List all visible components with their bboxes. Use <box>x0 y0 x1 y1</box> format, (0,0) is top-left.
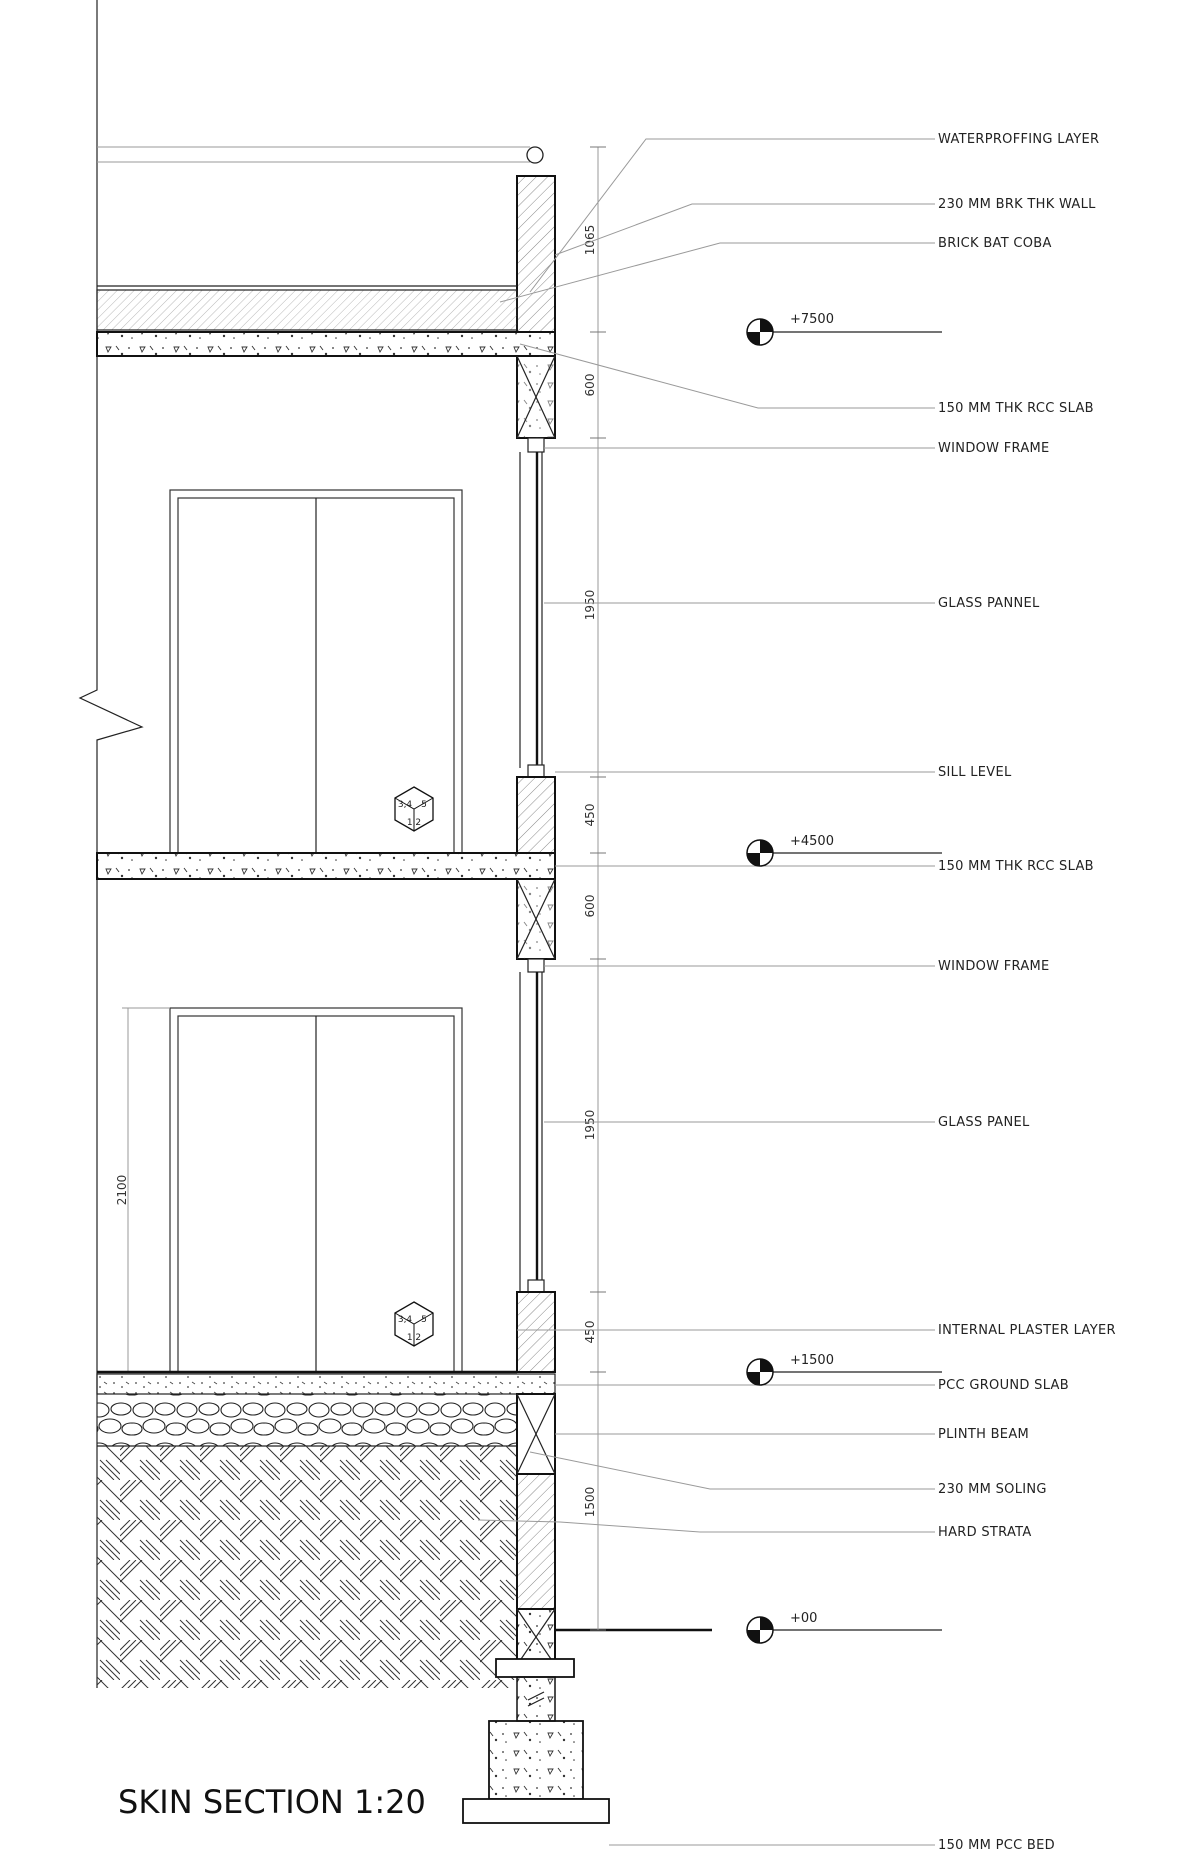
dim-600-upper: 600 <box>583 373 597 397</box>
door-height-dimension <box>115 1008 170 1372</box>
door-tag-lower-top: 3,4 <box>397 1315 413 1325</box>
level-marker-1500 <box>747 1353 942 1385</box>
dim-450-upper: 450 <box>583 803 597 827</box>
dimension-chain <box>583 147 606 1630</box>
plinth-beam <box>517 1394 555 1474</box>
rcc-slab-mid <box>97 853 555 879</box>
label-internal-plaster: INTERNAL PLASTER LAYER <box>938 1323 1116 1338</box>
label-glass-pannel: GLASS PANNEL <box>938 596 1040 611</box>
dim-1950-lower: 1950 <box>583 1109 597 1141</box>
drawing-title: SKIN SECTION 1:20 <box>118 1783 426 1821</box>
level-label-1500: +1500 <box>790 1353 834 1368</box>
soling-layer <box>97 1394 517 1446</box>
sill-wall-lower <box>517 1292 555 1372</box>
label-glass-panel: GLASS PANEL <box>938 1115 1030 1130</box>
label-soling: 230 MM SOLING <box>938 1482 1047 1497</box>
annotation-labels <box>938 132 1116 1853</box>
lintel-beam-lower <box>517 879 555 959</box>
dim-1950-upper: 1950 <box>583 589 597 621</box>
label-plinth-beam: PLINTH BEAM <box>938 1427 1030 1442</box>
door-tag-upper-right: 5 <box>421 800 427 810</box>
dim-1500: 1500 <box>583 1486 597 1518</box>
hard-strata <box>97 1446 517 1688</box>
level-marker-7500 <box>747 312 942 345</box>
level-label-4500: +4500 <box>790 834 834 849</box>
dim-600-lower: 600 <box>583 894 597 918</box>
sill-wall-upper <box>517 777 555 853</box>
label-rcc-slab-mid: 150 MM THK RCC SLAB <box>938 859 1094 874</box>
roof-parapet <box>97 147 555 332</box>
dim-450-lower: 450 <box>583 1320 597 1344</box>
foundation-wall <box>517 1474 712 1665</box>
label-pcc-bed: 150 MM PCC BED <box>938 1838 1055 1853</box>
window-upper <box>520 438 544 777</box>
level-marker-4500 <box>747 834 942 866</box>
label-hard-strata: HARD STRATA <box>938 1525 1032 1540</box>
door-tag-upper-top: 3,4 <box>397 800 413 810</box>
label-rcc-slab-top: 150 MM THK RCC SLAB <box>938 401 1094 416</box>
pcc-ground-slab <box>97 1374 555 1394</box>
label-window-frame-upper: WINDOW FRAME <box>938 441 1050 456</box>
label-brick-bat-coba: BRICK BAT COBA <box>938 236 1052 251</box>
level-marker-00 <box>747 1611 942 1643</box>
label-pcc-ground-slab: PCC GROUND SLAB <box>938 1378 1069 1393</box>
dim-1065: 1065 <box>583 224 597 256</box>
lintel-beam-upper <box>517 356 555 438</box>
level-label-7500: +7500 <box>790 312 834 327</box>
door-tag-upper-bottom: 1,2 <box>406 818 422 828</box>
window-lower <box>520 959 544 1292</box>
label-sill-level: SILL LEVEL <box>938 765 1012 780</box>
label-waterproofing: WATERPROFFING LAYER <box>938 132 1100 147</box>
door-tag-lower-bottom: 1,2 <box>406 1333 422 1343</box>
level-label-00: +00 <box>790 1611 818 1626</box>
label-window-frame-lower: WINDOW FRAME <box>938 959 1050 974</box>
door-tag-upper <box>395 787 433 831</box>
door-tag-lower-right: 5 <box>421 1315 427 1325</box>
label-brick-wall: 230 MM BRK THK WALL <box>938 197 1096 212</box>
dim-2100: 2100 <box>115 1174 129 1206</box>
rcc-slab-top <box>97 332 555 356</box>
door-tag-lower <box>395 1302 433 1346</box>
